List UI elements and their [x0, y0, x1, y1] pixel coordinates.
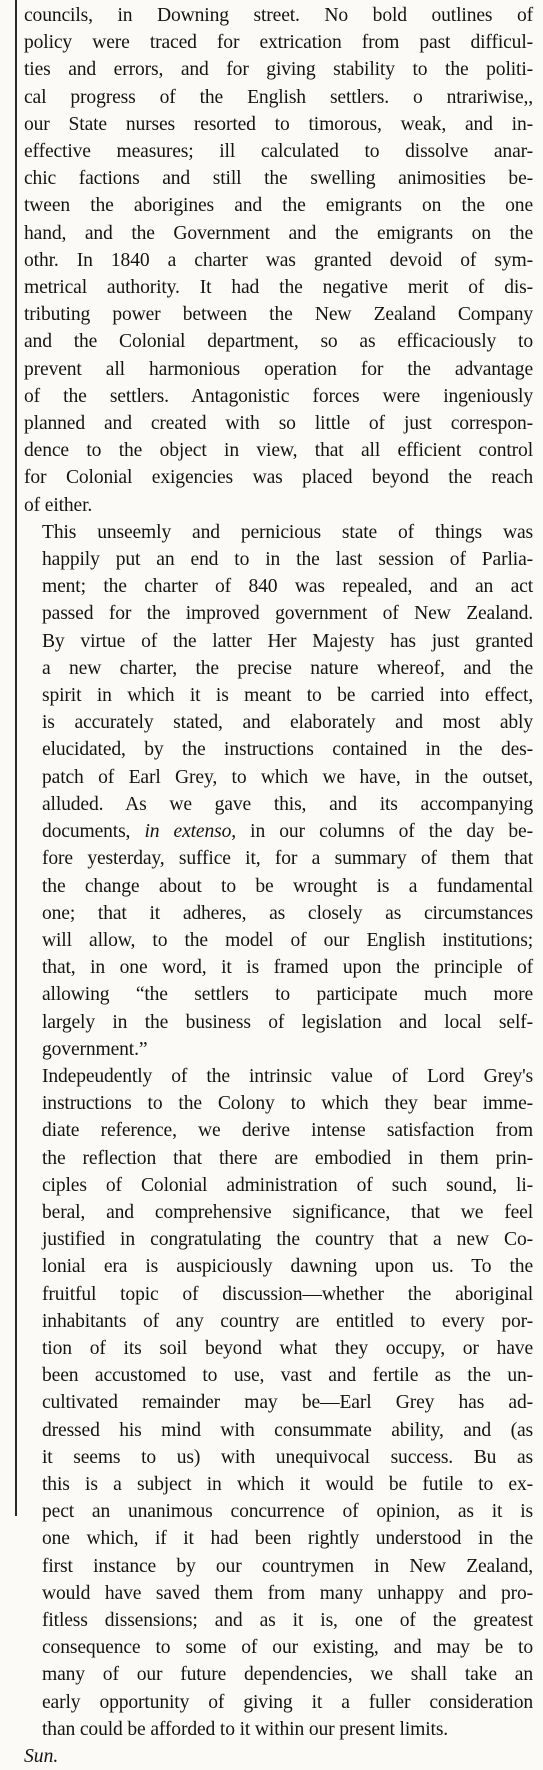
text-line: spirit in which it is meant to be carried into effect, — [42, 685, 533, 707]
signature: Sun. — [24, 1746, 59, 1767]
text-line: tween the aborigines and the emigrants on the one — [24, 195, 533, 217]
paragraph-1 — [24, 2, 533, 519]
text-line: many of our future dependencies, we shall take an — [42, 1664, 533, 1686]
text-line: lonial era is auspiciously dawning upon us. To the — [42, 1256, 533, 1278]
text-line: beral, and comprehensive significance, that we feel — [42, 1201, 533, 1223]
text-line: fruitful topic of discussion—whether the aboriginal — [42, 1283, 533, 1305]
text-line: ties and errors, and for giving stability to the politi- — [24, 59, 533, 81]
text-line: that, in one word, it is framed upon the principle of — [42, 957, 533, 979]
text-line: elucidated, by the instructions contained in the des- — [42, 739, 533, 761]
text-line: dressed his mind with consummate ability, and (as — [42, 1419, 533, 1441]
text-line: a new charter, the precise nature whereof, and the — [42, 657, 533, 679]
text-line: alluded. As we gave this, and its accompanying — [42, 793, 533, 815]
text-line: cal progress of the English settlers. o ntrariwise,, — [24, 86, 533, 108]
text-line: for Colonial exigencies was placed beyond the reach — [24, 467, 533, 489]
text-line: tion of its soil beyond what they occupy, or have — [42, 1337, 533, 1359]
text-line: been accustomed to use, vast and fertile as the un- — [42, 1365, 533, 1387]
text-line: diate reference, we derive intense satisfaction from — [42, 1120, 533, 1142]
text-line: chic factions and still the swelling animosities be- — [24, 168, 533, 190]
text-line: consequence to some of our existing, and may be to — [42, 1637, 533, 1659]
text-line: Indepeudently of the intrinsic value of Lord Grey's — [42, 1065, 533, 1087]
text-line: this is a subject in which it would be futile to ex- — [42, 1473, 533, 1495]
text-line: prevent all harmonious operation for the advantage — [24, 358, 533, 380]
text-line: government.” — [42, 1038, 148, 1060]
text-line: of either. — [24, 494, 93, 516]
text-line: planned and created with so little of just correspon- — [24, 413, 533, 435]
text-line: documents, in extenso, in our columns of the day be- — [42, 821, 533, 843]
text-line: passed for the improved government of New Zealand. — [42, 603, 533, 625]
text-line: happily put an end to in the last session of Parlia- — [42, 549, 533, 571]
text-line: early opportunity of giving it a fuller consideration — [42, 1691, 533, 1713]
text-line: inhabitants of any country are entitled to every por- — [42, 1310, 533, 1332]
paragraph-3 — [24, 1063, 533, 1743]
text-line: ment; the charter of 840 was repealed, and an act — [42, 576, 533, 598]
text-line: it seems to us) with unequivocal success. Bu as — [42, 1446, 533, 1468]
text-line: tributing power between the New Zealand Company — [24, 304, 533, 326]
text-line: hand, and the Government and the emigrants on the — [24, 222, 533, 244]
text-line: one which, if it had been rightly understood in the — [42, 1528, 533, 1550]
text-line: effective measures; ill calculated to dissolve anar- — [24, 141, 533, 163]
text-line: and the Colonial department, so as efficaciously to — [24, 331, 533, 353]
text-line: patch of Earl Grey, to which we have, in the outset, — [42, 766, 533, 788]
text-line: instructions to the Colony to which they bear imme- — [42, 1093, 533, 1115]
text-line: fore yesterday, suffice it, for a summary of them that — [42, 848, 533, 870]
text-line: the change about to be wrought is a fundamental — [42, 875, 533, 897]
text-line: cultivated remainder may be—Earl Grey has ad- — [42, 1392, 533, 1414]
text-line: will allow, to the model of our English institutions; — [42, 929, 533, 951]
text-line: pect an unanimous concurrence of opinion, as it is — [42, 1501, 533, 1523]
text-line: This unseemly and pernicious state of things was — [42, 521, 533, 543]
text-line: would have saved them from many unhappy and pro- — [42, 1582, 533, 1604]
text-line: allowing “the settlers to participate much more — [42, 984, 533, 1006]
text-line: one; that it adheres, as closely as circumstances — [42, 902, 533, 924]
text-line: councils, in Downing street. No bold outlines of — [24, 5, 533, 26]
text-line: ciples of Colonial administration of such sound, li- — [42, 1174, 533, 1196]
column-rule — [15, 0, 17, 1516]
text-line: the reflection that there are embodied in them prin- — [42, 1147, 533, 1169]
paragraph-2 — [24, 519, 533, 1063]
text-line: first instance by our countrymen in New Zealand, — [42, 1555, 533, 1577]
text-line: othr. In 1840 a charter was granted devoid of sym- — [24, 249, 533, 271]
text-line: dence to the object in view, that all efficient control — [24, 440, 533, 462]
text-line: By virtue of the latter Her Majesty has just granted — [42, 630, 533, 652]
text-line: policy were traced for extrication from past difficul- — [24, 32, 533, 54]
text-line: our State nurses resorted to timorous, weak, and in- — [24, 113, 533, 135]
text-line: fitless dissensions; and as it is, one of the greatest — [42, 1609, 533, 1631]
text-line: largely in the business of legislation and local self- — [42, 1011, 533, 1033]
text-line: than could be afforded to it within our present limits. — [42, 1718, 449, 1740]
text-line: justified in congratulating the country that a new Co- — [42, 1229, 533, 1251]
text-line: metrical authority. It had the negative merit of dis- — [24, 277, 533, 299]
text-line: is accurately stated, and elaborately and most ably — [42, 712, 533, 734]
text-line: of the settlers. Antagonistic forces were ingeniously — [24, 385, 533, 407]
